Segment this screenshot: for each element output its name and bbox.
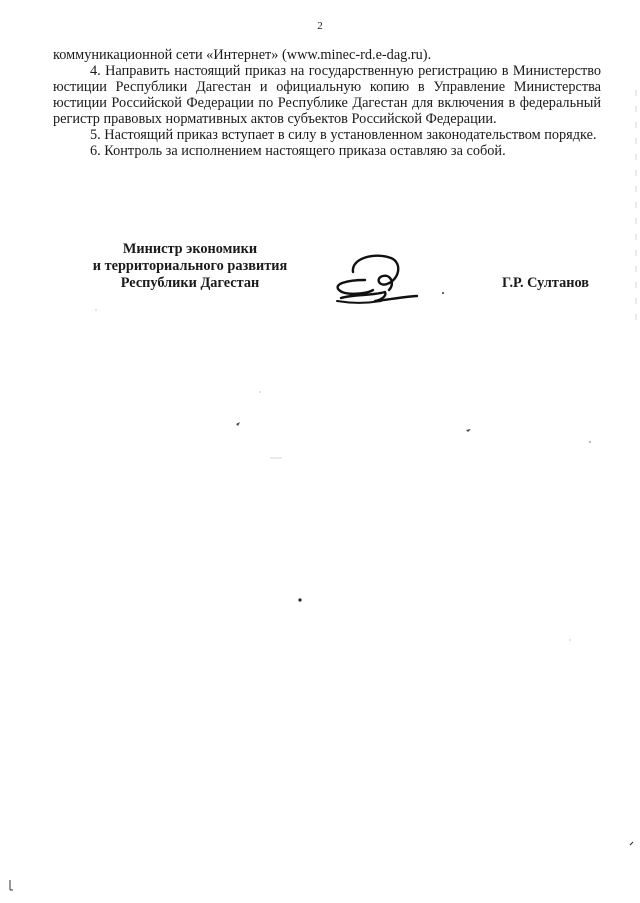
signatory-title-line-3: Республики Дагестан <box>120 275 260 291</box>
signatory-title-line-2: и территориального развития <box>92 258 288 274</box>
paragraph-item-5: 5. Настоящий приказ вступает в силу в установленном законодательством порядке. <box>90 127 597 143</box>
paragraph-item-6: 6. Контроль за исполнением настоящего приказа оставляю за собой. <box>90 143 506 159</box>
document-body <box>53 47 601 159</box>
paragraph-item-4: 4. Направить настоящий приказ на государственную регистрацию в Министерство юстиции Республики Дагестан и официальную копию в Управление Министерства юстиции Российской Федерации по Республике Дагестан для включения в федеральный регистр правовых нормативных актов субъектов Российской Федерации. <box>53 63 601 127</box>
page-number: 2 <box>317 20 323 32</box>
signer-name: Г.Р. Султанов <box>502 275 590 291</box>
handwritten-signature <box>325 250 445 315</box>
paragraph-continuation: коммуникационной сети «Интернет» (www.minec-rd.e-dag.ru). <box>53 47 432 63</box>
signatory-title-line-1: Министр экономики <box>122 241 258 257</box>
signatory-title <box>70 241 310 292</box>
